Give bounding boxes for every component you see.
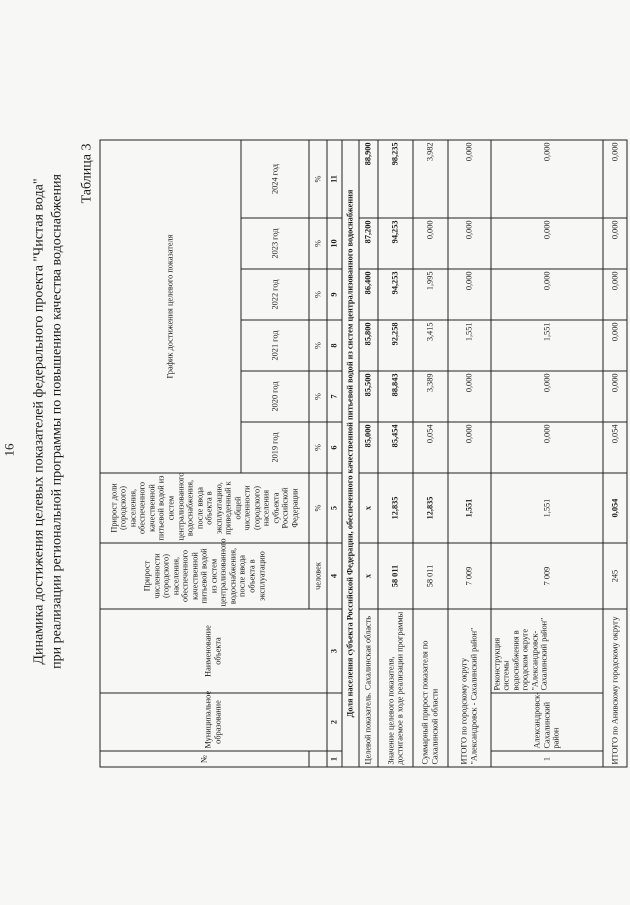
cell-2021: 1,551 (491, 320, 603, 371)
unit-percent: % (309, 422, 326, 473)
cell-2021: 3,415 (413, 320, 448, 371)
unit-percent: % (309, 218, 326, 269)
cell-2023: 94,253 (378, 218, 413, 269)
row-label: Суммарный прирост показателя по Сахалинской области (413, 609, 448, 767)
cell-share: 1,551 (491, 473, 603, 543)
cell-2021: 92,258 (378, 320, 413, 371)
cell-2019: 85,454 (378, 422, 413, 473)
unit-percent: % (309, 269, 326, 320)
column-number: 8 (327, 320, 342, 371)
table-row-aleksandrovsk-total (448, 140, 491, 767)
cell-2020: 85,500 (359, 371, 378, 422)
unit-percent: % (309, 371, 326, 422)
cell-2024: 0,000 (603, 140, 627, 218)
row-number: 1 (491, 751, 603, 767)
column-number: 9 (327, 269, 342, 320)
indicators-table (100, 139, 628, 767)
cell-2022: 0,000 (491, 269, 603, 320)
header-population-growth: Прирост численности (городского) населения, обеспеченного качественной питьевой водой из систем централизованного водоснабжения, после ввода объекта в эксплуатацию (100, 543, 309, 609)
cell-2021: 85,800 (359, 320, 378, 371)
unit-percent: % (309, 473, 326, 543)
cell-2019: 0,000 (491, 422, 603, 473)
cell-2020: 0,000 (603, 371, 627, 422)
header-spacer (309, 751, 326, 767)
row-label: Целевой показатель. Сахалинская область (359, 609, 378, 767)
cell-share: 12,835 (378, 473, 413, 543)
cell-share: 0,054 (603, 473, 627, 543)
header-share-growth: Прирост доли (городского) населения, обеспеченного качественной питьевой водой из систем централизованного водоснабжения, после ввода объекта в эксплуатацию, приведенный к общей численности (городского) населения субъекта Российской Федерации (100, 473, 309, 543)
column-number: 10 (327, 218, 342, 269)
section-title: Доля населения субъекта Российской Федерации, обеспеченного качественной питьевой водой из систем централизованного водоснабжения (342, 140, 359, 767)
cell-people: 245 (603, 543, 627, 609)
header-year-2022: 2022 год (241, 269, 309, 320)
column-number: 1 (327, 751, 342, 767)
header-schedule: График достижения целевого показателя (100, 140, 241, 473)
header-year-2023: 2023 год (241, 218, 309, 269)
cell-2023: 0,000 (448, 218, 491, 269)
object-name: Реконструкция системы водоснабжения в городском округе "Александровск-Сахалинский район" (491, 609, 603, 693)
cell-2022: 94,253 (378, 269, 413, 320)
column-number-row (327, 140, 342, 767)
column-number: 3 (327, 609, 342, 693)
row-label: Значение целевого показателя, достигаемое в ходе реализации программы (378, 609, 413, 767)
header-municipality: Муниципальное образование (100, 693, 327, 751)
document-title: Динамика достижения целевых показателей федерального проекта "Чистая вода" (31, 178, 47, 665)
cell-2022: 1,995 (413, 269, 448, 320)
unit-percent: % (309, 140, 326, 218)
header-year-2024: 2024 год (241, 140, 309, 218)
cell-people: 7 009 (491, 543, 603, 609)
cell-2019: 85,000 (359, 422, 378, 473)
cell-2024: 98,235 (378, 140, 413, 218)
header-year-2021: 2021 год (241, 320, 309, 371)
unit-percent: % (309, 320, 326, 371)
table-row-target (359, 140, 378, 767)
cell-2022: 0,000 (603, 269, 627, 320)
cell-2022: 86,400 (359, 269, 378, 320)
row-label: ИТОГО по Анивскому городскому округу (603, 609, 627, 767)
section-row (342, 140, 359, 767)
cell-share: 1,551 (448, 473, 491, 543)
cell-people: x (359, 543, 378, 609)
cell-2019: 0,054 (603, 422, 627, 473)
cell-2023: 0,000 (491, 218, 603, 269)
cell-people: 58 011 (378, 543, 413, 609)
column-number: 2 (327, 693, 342, 751)
column-number: 6 (327, 422, 342, 473)
cell-2024: 88,900 (359, 140, 378, 218)
header-object-name: Наименование объекта (100, 609, 327, 693)
cell-2020: 88,843 (378, 371, 413, 422)
table-row-aleksandrovsk-object (491, 140, 603, 767)
header-no: № (100, 751, 309, 767)
table-row-aniva-total (603, 140, 627, 767)
cell-2021: 1,551 (448, 320, 491, 371)
cell-2020: 0,000 (491, 371, 603, 422)
column-number: 7 (327, 371, 342, 422)
cell-2021: 0,000 (603, 320, 627, 371)
cell-2024: 0,000 (491, 140, 603, 218)
cell-2023: 0,000 (413, 218, 448, 269)
column-number: 11 (327, 140, 342, 218)
cell-2019: 0,054 (413, 422, 448, 473)
table-row-achieved (378, 140, 413, 767)
cell-2019: 0,000 (448, 422, 491, 473)
cell-people: 58 011 (413, 543, 448, 609)
page-number: 16 (1, 443, 17, 457)
unit-people: человек (309, 543, 326, 609)
column-number: 4 (327, 543, 342, 609)
cell-2022: 0,000 (448, 269, 491, 320)
header-year-2019: 2019 год (241, 422, 309, 473)
cell-share: x (359, 473, 378, 543)
cell-2020: 0,000 (448, 371, 491, 422)
cell-2023: 0,000 (603, 218, 627, 269)
cell-people: 7 009 (448, 543, 491, 609)
cell-2020: 3,389 (413, 371, 448, 422)
cell-share: 12,835 (413, 473, 448, 543)
document-subtitle: при реализации региональной программы по повышению качества водоснабжения (49, 174, 65, 669)
cell-2024: 0,000 (448, 140, 491, 218)
table-row-cumulative (413, 140, 448, 767)
cell-2023: 87,200 (359, 218, 378, 269)
row-label: ИТОГО по городскому округу "Александровск - Сахалинский район" (448, 609, 491, 767)
municipality-name: Александровск-Сахалинский район (491, 693, 603, 751)
cell-2024: 3,982 (413, 140, 448, 218)
column-number: 5 (327, 473, 342, 543)
header-year-2020: 2020 год (241, 371, 309, 422)
document-page (0, 134, 630, 772)
table-label: Таблица 3 (79, 143, 95, 204)
